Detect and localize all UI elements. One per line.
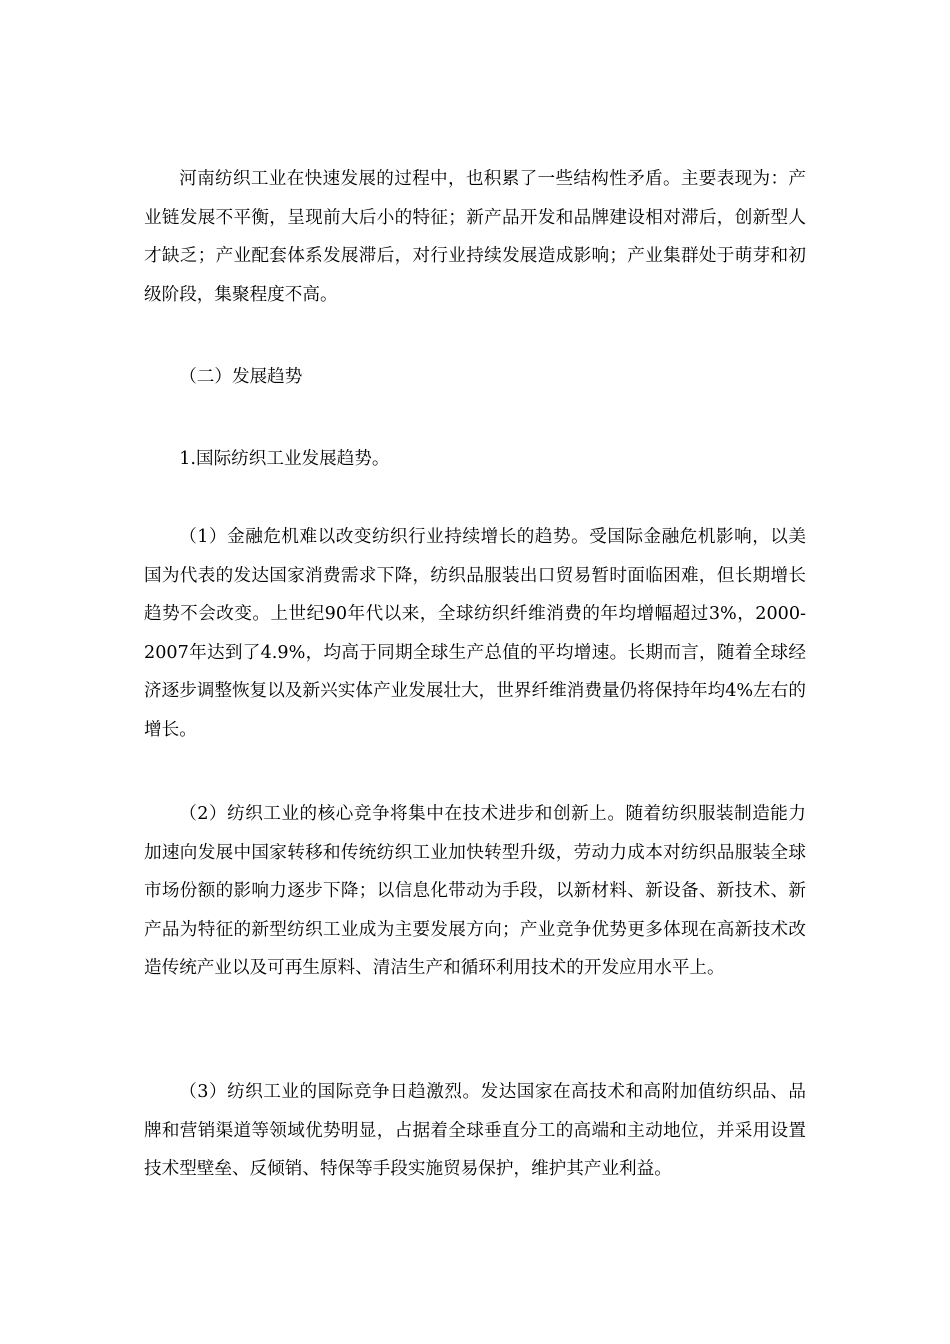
trend-item-1-paragraph: （1）金融危机难以改变纺织行业持续增长的趋势。受国际金融危机影响，以美国为代表的发达国家消费需求下降，纺织品服装出口贸易暂时面临困难，但长期增长趋势不会改变。上世纪90年代以来，全球纺织纤维消费的年均增幅超过3%，2000-2007年达到了4.9%，均高于同期全球生产总值的平均增速。长期而言，随着全球经济逐步调整恢复以及新兴实体产业发展壮大，世界纤维消费量仍将保持年均4%左右的增长。 <box>144 527 806 740</box>
intro-paragraph: 河南纺织工业在快速发展的过程中，也积累了一些结构性矛盾。主要表现为：产业链发展不平衡，呈现前大后小的特征；新产品开发和品牌建设相对滞后，创新型人才缺乏；产业配套体系发展滞后，对行业持续发展造成影响；产业集群处于萌芽和初级阶段，集聚程度不高。 <box>144 169 806 305</box>
trend-item-2-paragraph: （2）纺织工业的核心竞争将集中在技术进步和创新上。随着纺织服装制造能力加速向发展中国家转移和传统纺织工业加快转型升级，劳动力成本对纺织品服装全球市场份额的影响力逐步下降；以信息化带动为手段，以新材料、新设备、新技术、新产品为特征的新型纺织工业成为主要发展方向；产业竞争优势更多体现在高新技术改造传统产业以及可再生原料、清洁生产和循环利用技术的开发应用水平上。 <box>144 804 806 978</box>
trend-item-3-paragraph: （3）纺织工业的国际竞争日趋激烈。发达国家在高技术和高附加值纺织品、品牌和营销渠道等领域优势明显，占据着全球垂直分工的高端和主动地位，并采用设置技术型壁垒、反倾销、特保等手段实施贸易保护，维护其产业利益。 <box>144 1082 806 1179</box>
subsection-heading: 1.国际纺织工业发展趋势。 <box>179 449 390 469</box>
section-heading: （二）发展趋势 <box>179 367 303 387</box>
